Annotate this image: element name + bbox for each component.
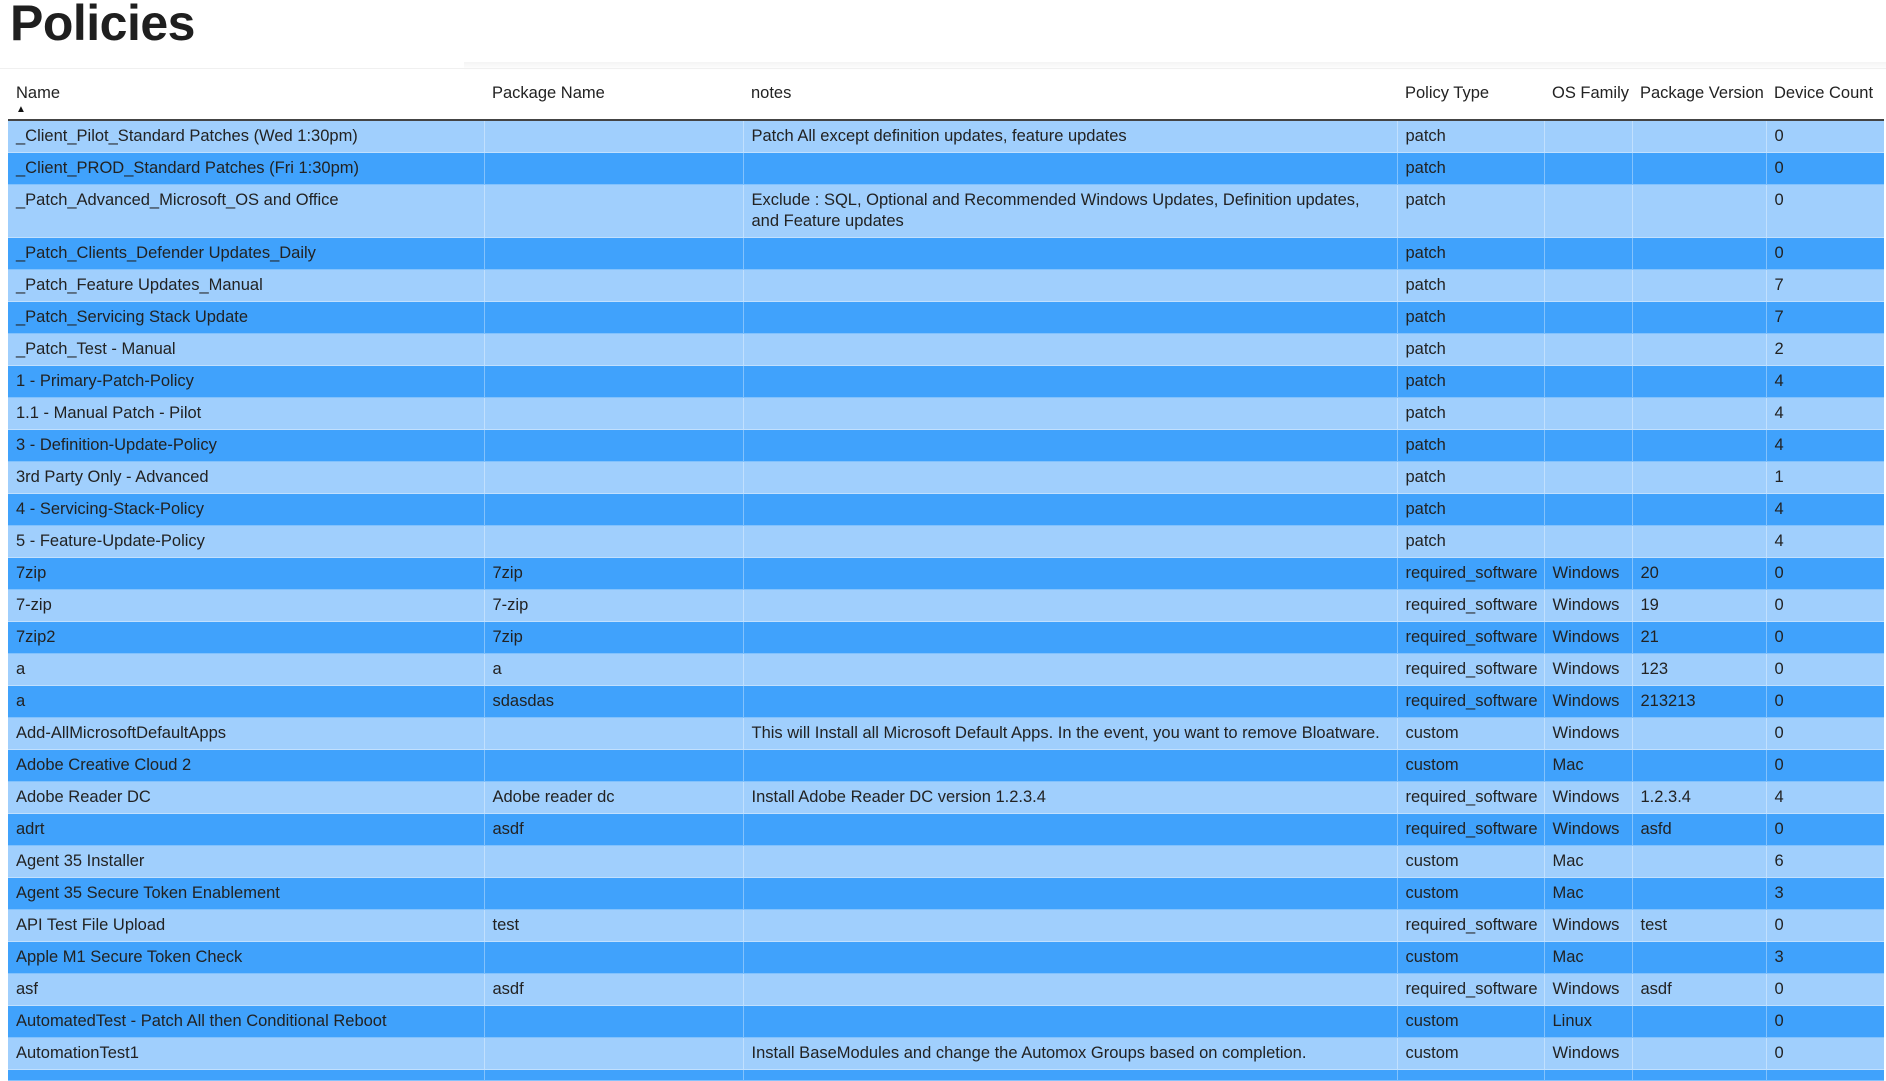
device-count-cell: 4 bbox=[1766, 782, 1884, 814]
package-version-cell bbox=[1632, 120, 1766, 153]
policy-type-cell: patch bbox=[1397, 270, 1544, 302]
package-name-cell: asdf bbox=[484, 814, 743, 846]
notes-cell bbox=[743, 622, 1397, 654]
notes-cell bbox=[743, 238, 1397, 270]
name-cell: 4 - Servicing-Stack-Policy bbox=[8, 494, 484, 526]
package-name-cell: 7zip bbox=[484, 558, 743, 590]
package-name-cell: 7-zip bbox=[484, 590, 743, 622]
package-name-cell bbox=[484, 430, 743, 462]
package-version-cell bbox=[1632, 153, 1766, 185]
table-row[interactable] bbox=[8, 814, 1884, 846]
table-header-row bbox=[8, 70, 1884, 120]
table-row[interactable] bbox=[8, 430, 1884, 462]
package-name-cell bbox=[484, 878, 743, 910]
notes-cell bbox=[743, 974, 1397, 1006]
os-family-cell bbox=[1544, 494, 1632, 526]
os-family-cell: Windows bbox=[1544, 814, 1632, 846]
notes-cell: Patch All except definition updates, feature updates bbox=[743, 120, 1397, 153]
device-count-cell: 0 bbox=[1766, 686, 1884, 718]
notes-cell bbox=[743, 494, 1397, 526]
notes-cell: Exclude : SQL, Optional and Recommended Windows Updates, Definition updates, and Feature updates bbox=[743, 185, 1397, 238]
name-cell: Add-AllMicrosoftDefaultApps bbox=[8, 718, 484, 750]
table-row[interactable] bbox=[8, 153, 1884, 185]
policy-type-cell: custom bbox=[1397, 878, 1544, 910]
package-name-cell bbox=[484, 718, 743, 750]
table-row[interactable] bbox=[8, 686, 1884, 718]
name-cell: _Patch_Test - Manual bbox=[8, 334, 484, 366]
name-cell: 7zip bbox=[8, 558, 484, 590]
policy-type-cell: patch bbox=[1397, 238, 1544, 270]
package-version-cell: asfd bbox=[1632, 814, 1766, 846]
name-cell: _Patch_Clients_Defender Updates_Daily bbox=[8, 238, 484, 270]
table-row[interactable] bbox=[8, 750, 1884, 782]
device-count-cell: 4 bbox=[1766, 430, 1884, 462]
package-version-cell: test bbox=[1632, 910, 1766, 942]
package-name-cell bbox=[484, 1006, 743, 1038]
name-cell: Adobe Creative Cloud 2 bbox=[8, 750, 484, 782]
notes-cell bbox=[743, 398, 1397, 430]
os-family-cell: Mac bbox=[1544, 878, 1632, 910]
device-count-cell: 0 bbox=[1766, 153, 1884, 185]
name-cell: 5 - Feature-Update-Policy bbox=[8, 526, 484, 558]
table-row[interactable] bbox=[8, 270, 1884, 302]
notes-cell bbox=[743, 558, 1397, 590]
package-version-cell: 1.2.3.4 bbox=[1632, 782, 1766, 814]
os-family-cell: Mac bbox=[1544, 846, 1632, 878]
name-cell: 3 - Definition-Update-Policy bbox=[8, 430, 484, 462]
package-name-cell bbox=[484, 750, 743, 782]
policy-type-cell: required_software bbox=[1397, 686, 1544, 718]
table-row[interactable] bbox=[8, 302, 1884, 334]
device-count-cell: 6 bbox=[1766, 846, 1884, 878]
package-name-cell: sdasdas bbox=[484, 686, 743, 718]
page-title: Policies bbox=[10, 0, 195, 51]
notes-cell bbox=[743, 302, 1397, 334]
notes-cell bbox=[743, 270, 1397, 302]
notes-cell bbox=[743, 590, 1397, 622]
table-row[interactable] bbox=[8, 366, 1884, 398]
package-name-cell bbox=[484, 1070, 743, 1081]
notes-cell bbox=[743, 910, 1397, 942]
os-family-cell bbox=[1544, 398, 1632, 430]
package-version-cell bbox=[1632, 494, 1766, 526]
os-family-cell: Mac bbox=[1544, 942, 1632, 974]
name-cell: adrt bbox=[8, 814, 484, 846]
table-row[interactable] bbox=[8, 494, 1884, 526]
name-cell: 7zip2 bbox=[8, 622, 484, 654]
package-name-cell bbox=[484, 302, 743, 334]
package-name-cell bbox=[484, 334, 743, 366]
device-count-cell: 2 bbox=[1766, 334, 1884, 366]
table-row[interactable] bbox=[8, 718, 1884, 750]
column-header-package-version[interactable]: Package Version bbox=[1632, 70, 1766, 120]
device-count-cell: 4 bbox=[1766, 398, 1884, 430]
package-version-cell: asdf bbox=[1632, 974, 1766, 1006]
device-count-cell: 0 bbox=[1766, 910, 1884, 942]
notes-cell bbox=[743, 366, 1397, 398]
name-cell: _Client_Pilot_Standard Patches (Wed 1:30pm) bbox=[8, 120, 484, 153]
package-version-cell bbox=[1632, 430, 1766, 462]
os-family-cell bbox=[1544, 270, 1632, 302]
name-cell: 1.1 - Manual Patch - Pilot bbox=[8, 398, 484, 430]
package-name-cell bbox=[484, 942, 743, 974]
package-version-cell bbox=[1632, 1070, 1766, 1081]
table-row[interactable] bbox=[8, 558, 1884, 590]
device-count-cell: 0 bbox=[1766, 622, 1884, 654]
package-name-cell bbox=[484, 270, 743, 302]
policy-type-cell: required_software bbox=[1397, 910, 1544, 942]
name-cell: Agent 35 Secure Token Enablement bbox=[8, 878, 484, 910]
package-name-cell bbox=[484, 185, 743, 238]
name-cell: API Test File Upload bbox=[8, 910, 484, 942]
os-family-cell: Windows bbox=[1544, 654, 1632, 686]
device-count-cell: 7 bbox=[1766, 270, 1884, 302]
package-version-cell bbox=[1632, 334, 1766, 366]
policy-type-cell: custom bbox=[1397, 942, 1544, 974]
device-count-cell: 7 bbox=[1766, 302, 1884, 334]
package-version-cell bbox=[1632, 718, 1766, 750]
device-count-cell: 0 bbox=[1766, 558, 1884, 590]
os-family-cell bbox=[1544, 1070, 1632, 1081]
name-cell: _Patch_Servicing Stack Update bbox=[8, 302, 484, 334]
os-family-cell bbox=[1544, 366, 1632, 398]
name-cell: Adobe Reader DC bbox=[8, 782, 484, 814]
package-name-cell: a bbox=[484, 654, 743, 686]
device-count-cell: 0 bbox=[1766, 590, 1884, 622]
table-row[interactable] bbox=[8, 590, 1884, 622]
os-family-cell: Windows bbox=[1544, 910, 1632, 942]
policy-type-cell: patch bbox=[1397, 398, 1544, 430]
policy-type-cell: patch bbox=[1397, 185, 1544, 238]
table-row[interactable] bbox=[8, 462, 1884, 494]
os-family-cell bbox=[1544, 430, 1632, 462]
name-cell: a bbox=[8, 686, 484, 718]
column-header-name[interactable] bbox=[8, 70, 484, 120]
package-name-cell bbox=[484, 526, 743, 558]
notes-cell bbox=[743, 846, 1397, 878]
table-body bbox=[8, 120, 1884, 1081]
notes-cell bbox=[743, 153, 1397, 185]
device-count-cell: 4 bbox=[1766, 526, 1884, 558]
package-version-cell bbox=[1632, 1038, 1766, 1070]
package-name-cell bbox=[484, 846, 743, 878]
table-row[interactable] bbox=[8, 398, 1884, 430]
divider bbox=[0, 68, 1886, 69]
package-version-cell bbox=[1632, 185, 1766, 238]
notes-cell bbox=[743, 462, 1397, 494]
os-family-cell bbox=[1544, 153, 1632, 185]
package-version-cell bbox=[1632, 846, 1766, 878]
device-count-cell: 3 bbox=[1766, 942, 1884, 974]
package-version-cell bbox=[1632, 302, 1766, 334]
os-family-cell: Windows bbox=[1544, 622, 1632, 654]
notes-cell bbox=[743, 430, 1397, 462]
name-cell: _Patch_Advanced_Microsoft_OS and Office bbox=[8, 185, 484, 238]
package-name-cell: Adobe reader dc bbox=[484, 782, 743, 814]
device-count-cell: 0 bbox=[1766, 750, 1884, 782]
table-row[interactable] bbox=[8, 526, 1884, 558]
name-cell: _Client_PROD_Standard Patches (Fri 1:30pm) bbox=[8, 153, 484, 185]
policy-type-cell: patch bbox=[1397, 462, 1544, 494]
table-row-partial[interactable] bbox=[8, 1070, 1884, 1081]
name-cell: Apple M1 Secure Token Check bbox=[8, 942, 484, 974]
os-family-cell bbox=[1544, 302, 1632, 334]
table-row[interactable] bbox=[8, 782, 1884, 814]
policy-type-cell: patch bbox=[1397, 120, 1544, 153]
name-cell: 3rd Party Only - Advanced bbox=[8, 462, 484, 494]
table-row[interactable] bbox=[8, 1006, 1884, 1038]
package-name-cell: asdf bbox=[484, 974, 743, 1006]
os-family-cell bbox=[1544, 526, 1632, 558]
policy-type-cell: patch bbox=[1397, 334, 1544, 366]
policy-type-cell bbox=[1397, 1070, 1544, 1081]
os-family-cell bbox=[1544, 185, 1632, 238]
notes-cell bbox=[743, 334, 1397, 366]
os-family-cell: Windows bbox=[1544, 718, 1632, 750]
sort-ascending-icon: ▲ bbox=[16, 104, 26, 115]
policy-type-cell: custom bbox=[1397, 1038, 1544, 1070]
policy-type-cell: custom bbox=[1397, 1006, 1544, 1038]
os-family-cell: Windows bbox=[1544, 686, 1632, 718]
policy-type-cell: custom bbox=[1397, 750, 1544, 782]
package-version-cell bbox=[1632, 462, 1766, 494]
package-version-cell bbox=[1632, 526, 1766, 558]
device-count-cell: 0 bbox=[1766, 1006, 1884, 1038]
policy-type-cell: required_software bbox=[1397, 814, 1544, 846]
os-family-cell: Windows bbox=[1544, 590, 1632, 622]
name-cell bbox=[8, 1070, 484, 1081]
policy-type-cell: patch bbox=[1397, 526, 1544, 558]
notes-cell bbox=[743, 686, 1397, 718]
package-name-cell bbox=[484, 1038, 743, 1070]
package-name-cell bbox=[484, 462, 743, 494]
table-row[interactable] bbox=[8, 1038, 1884, 1070]
policy-type-cell: required_software bbox=[1397, 654, 1544, 686]
policy-type-cell: required_software bbox=[1397, 622, 1544, 654]
os-family-cell: Windows bbox=[1544, 558, 1632, 590]
name-cell: 7-zip bbox=[8, 590, 484, 622]
name-cell: Agent 35 Installer bbox=[8, 846, 484, 878]
table-row[interactable] bbox=[8, 878, 1884, 910]
table-row[interactable] bbox=[8, 846, 1884, 878]
package-version-cell: 213213 bbox=[1632, 686, 1766, 718]
package-name-cell: test bbox=[484, 910, 743, 942]
table-row[interactable] bbox=[8, 910, 1884, 942]
name-cell: AutomationTest1 bbox=[8, 1038, 484, 1070]
table-row[interactable] bbox=[8, 974, 1884, 1006]
package-name-cell bbox=[484, 120, 743, 153]
package-version-cell bbox=[1632, 238, 1766, 270]
notes-cell bbox=[743, 878, 1397, 910]
os-family-cell: Windows bbox=[1544, 1038, 1632, 1070]
table-row[interactable] bbox=[8, 120, 1884, 153]
package-name-cell: 7zip bbox=[484, 622, 743, 654]
notes-cell bbox=[743, 654, 1397, 686]
name-cell: 1 - Primary-Patch-Policy bbox=[8, 366, 484, 398]
device-count-cell: 0 bbox=[1766, 185, 1884, 238]
package-name-cell bbox=[484, 398, 743, 430]
os-family-cell bbox=[1544, 120, 1632, 153]
os-family-cell bbox=[1544, 462, 1632, 494]
policy-type-cell: required_software bbox=[1397, 558, 1544, 590]
policy-type-cell: patch bbox=[1397, 494, 1544, 526]
device-count-cell: 3 bbox=[1766, 878, 1884, 910]
device-count-cell: 0 bbox=[1766, 814, 1884, 846]
name-cell: asf bbox=[8, 974, 484, 1006]
table-row[interactable] bbox=[8, 185, 1884, 238]
device-count-cell: 0 bbox=[1766, 238, 1884, 270]
device-count-cell: 0 bbox=[1766, 654, 1884, 686]
column-header-os-family[interactable]: OS Family bbox=[1544, 70, 1632, 120]
device-count-cell: 4 bbox=[1766, 494, 1884, 526]
policy-type-cell: patch bbox=[1397, 302, 1544, 334]
table-row[interactable] bbox=[8, 334, 1884, 366]
column-header-package-name[interactable]: Package Name bbox=[484, 70, 743, 120]
package-version-cell: 19 bbox=[1632, 590, 1766, 622]
policy-type-cell: custom bbox=[1397, 718, 1544, 750]
policy-type-cell: patch bbox=[1397, 366, 1544, 398]
table-row[interactable] bbox=[8, 942, 1884, 974]
device-count-cell: 4 bbox=[1766, 366, 1884, 398]
package-version-cell bbox=[1632, 942, 1766, 974]
device-count-cell bbox=[1766, 1070, 1884, 1081]
notes-cell: Install BaseModules and change the Automox Groups based on completion. bbox=[743, 1038, 1397, 1070]
package-version-cell bbox=[1632, 1006, 1766, 1038]
package-version-cell: 20 bbox=[1632, 558, 1766, 590]
notes-cell bbox=[743, 526, 1397, 558]
column-header-notes[interactable]: notes bbox=[743, 70, 1397, 120]
notes-cell bbox=[743, 1070, 1397, 1081]
policy-type-cell: required_software bbox=[1397, 974, 1544, 1006]
column-header-device-count[interactable]: Device Count bbox=[1766, 70, 1884, 120]
package-name-cell bbox=[484, 238, 743, 270]
table-row[interactable] bbox=[8, 622, 1884, 654]
package-name-cell bbox=[484, 153, 743, 185]
name-cell: _Patch_Feature Updates_Manual bbox=[8, 270, 484, 302]
name-cell: a bbox=[8, 654, 484, 686]
package-version-cell bbox=[1632, 270, 1766, 302]
policy-type-cell: custom bbox=[1397, 846, 1544, 878]
policy-type-cell: required_software bbox=[1397, 782, 1544, 814]
notes-cell bbox=[743, 1006, 1397, 1038]
policies-table bbox=[8, 70, 1884, 1081]
device-count-cell: 0 bbox=[1766, 120, 1884, 153]
device-count-cell: 1 bbox=[1766, 462, 1884, 494]
notes-cell bbox=[743, 814, 1397, 846]
os-family-cell: Linux bbox=[1544, 1006, 1632, 1038]
policy-type-cell: required_software bbox=[1397, 590, 1544, 622]
os-family-cell: Windows bbox=[1544, 974, 1632, 1006]
policy-type-cell: patch bbox=[1397, 153, 1544, 185]
package-version-cell bbox=[1632, 366, 1766, 398]
os-family-cell: Mac bbox=[1544, 750, 1632, 782]
column-header-policy-type[interactable]: Policy Type bbox=[1397, 70, 1544, 120]
package-name-cell bbox=[484, 494, 743, 526]
package-name-cell bbox=[484, 366, 743, 398]
notes-cell: Install Adobe Reader DC version 1.2.3.4 bbox=[743, 782, 1397, 814]
name-cell: AutomatedTest - Patch All then Conditional Reboot bbox=[8, 1006, 484, 1038]
notes-cell bbox=[743, 942, 1397, 974]
device-count-cell: 0 bbox=[1766, 974, 1884, 1006]
column-header-label: Name bbox=[16, 84, 61, 102]
os-family-cell bbox=[1544, 334, 1632, 366]
notes-cell: This will Install all Microsoft Default Apps. In the event, you want to remove Bloatware. bbox=[743, 718, 1397, 750]
package-version-cell: 21 bbox=[1632, 622, 1766, 654]
device-count-cell: 0 bbox=[1766, 718, 1884, 750]
os-family-cell bbox=[1544, 238, 1632, 270]
notes-cell bbox=[743, 750, 1397, 782]
table-row[interactable] bbox=[8, 238, 1884, 270]
policy-type-cell: patch bbox=[1397, 430, 1544, 462]
os-family-cell: Windows bbox=[1544, 782, 1632, 814]
package-version-cell bbox=[1632, 750, 1766, 782]
package-version-cell bbox=[1632, 878, 1766, 910]
package-version-cell: 123 bbox=[1632, 654, 1766, 686]
device-count-cell: 0 bbox=[1766, 1038, 1884, 1070]
package-version-cell bbox=[1632, 398, 1766, 430]
table-row[interactable] bbox=[8, 654, 1884, 686]
